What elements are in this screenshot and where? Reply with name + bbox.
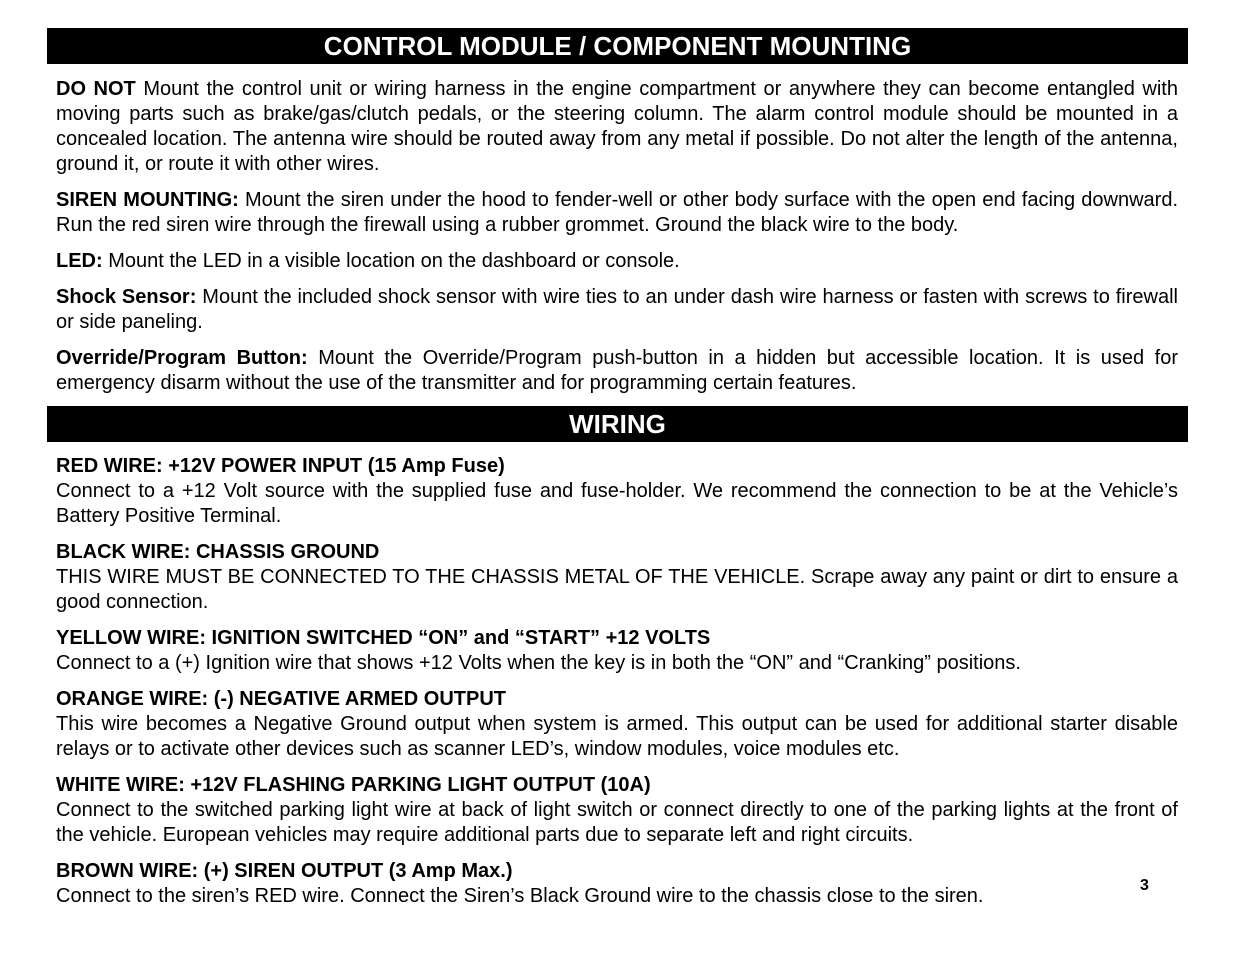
white-wire-text: Connect to the switched parking light wire at back of light switch or connect directly to one of the parking lights at the front of the vehicle. European vehicles may require additional parts due to separate left and right circuits.: [56, 799, 1178, 846]
led-text: Mount the LED in a visible location on the dashboard or console.: [108, 250, 680, 272]
led-label: LED:: [56, 250, 103, 272]
brown-wire-title: BROWN WIRE: (+) SIREN OUTPUT (3 Amp Max.): [56, 860, 513, 882]
orange-wire-entry: [56, 687, 1178, 762]
led-paragraph: [56, 249, 1178, 274]
shock-sensor-paragraph: [56, 285, 1178, 335]
siren-mounting-paragraph: [56, 188, 1178, 238]
red-wire-text: Connect to a +12 Volt source with the supplied fuse and fuse-holder. We recommend the connection to be at the Vehicle’s Battery Positive Terminal.: [56, 480, 1178, 527]
mounting-heading: CONTROL MODULE / COMPONENT MOUNTING: [47, 28, 1188, 64]
brown-wire-entry: [56, 859, 1178, 909]
yellow-wire-entry: [56, 626, 1178, 676]
white-wire-title: WHITE WIRE: +12V FLASHING PARKING LIGHT OUTPUT (10A): [56, 774, 651, 796]
override-button-label: Override/Program Button:: [56, 347, 308, 369]
shock-sensor-text: Mount the included shock sensor with wire ties to an under dash wire harness or fasten with screws to firewall or side paneling.: [56, 286, 1178, 333]
do-not-paragraph: [56, 77, 1178, 177]
do-not-text: Mount the control unit or wiring harness in the engine compartment or anywhere they can become entangled with moving parts such as brake/gas/clutch pedals, or the steering column. The alarm control module should be mounted in a concealed location. The antenna wire should be routed away from any metal if possible. Do not alter the length of the antenna, ground it, or route it with other wires.: [56, 78, 1178, 175]
yellow-wire-title: YELLOW WIRE: IGNITION SWITCHED “ON” and “START” +12 VOLTS: [56, 627, 711, 649]
override-button-paragraph: [56, 346, 1178, 396]
shock-sensor-label: Shock Sensor:: [56, 286, 197, 308]
white-wire-entry: [56, 773, 1178, 848]
siren-mounting-text: Mount the siren under the hood to fender-well or other body surface with the open end facing downward. Run the red siren wire through the firewall using a rubber grommet. Ground the black wire to the body.: [56, 189, 1179, 236]
wiring-heading: WIRING: [47, 406, 1188, 442]
override-button-text: Mount the Override/Program push-button in a hidden but accessible location. It is used for emergency disarm without the use of the transmitter and for programming certain features.: [56, 347, 1178, 394]
yellow-wire-text: Connect to a (+) Ignition wire that shows +12 Volts when the key is in both the “ON” and “Cranking” positions.: [56, 652, 1021, 674]
orange-wire-title: ORANGE WIRE: (-) NEGATIVE ARMED OUTPUT: [56, 688, 506, 710]
page-number: 3: [1140, 877, 1149, 894]
black-wire-title: BLACK WIRE: CHASSIS GROUND: [56, 541, 380, 563]
do-not-label: DO NOT: [56, 78, 136, 100]
siren-mounting-label: SIREN MOUNTING:: [56, 189, 239, 211]
red-wire-entry: [56, 454, 1178, 529]
black-wire-entry: [56, 540, 1178, 615]
red-wire-title: RED WIRE: +12V POWER INPUT (15 Amp Fuse): [56, 455, 505, 477]
black-wire-text: THIS WIRE MUST BE CONNECTED TO THE CHASSIS METAL OF THE VEHICLE. Scrape away any paint or dirt to ensure a good connection.: [56, 566, 1178, 613]
brown-wire-text: Connect to the siren’s RED wire. Connect the Siren’s Black Ground wire to the chassis close to the siren.: [56, 885, 984, 907]
orange-wire-text: This wire becomes a Negative Ground output when system is armed. This output can be used for additional starter disable relays or to activate other devices such as scanner LED’s, window modules, voice modules etc.: [56, 713, 1178, 760]
